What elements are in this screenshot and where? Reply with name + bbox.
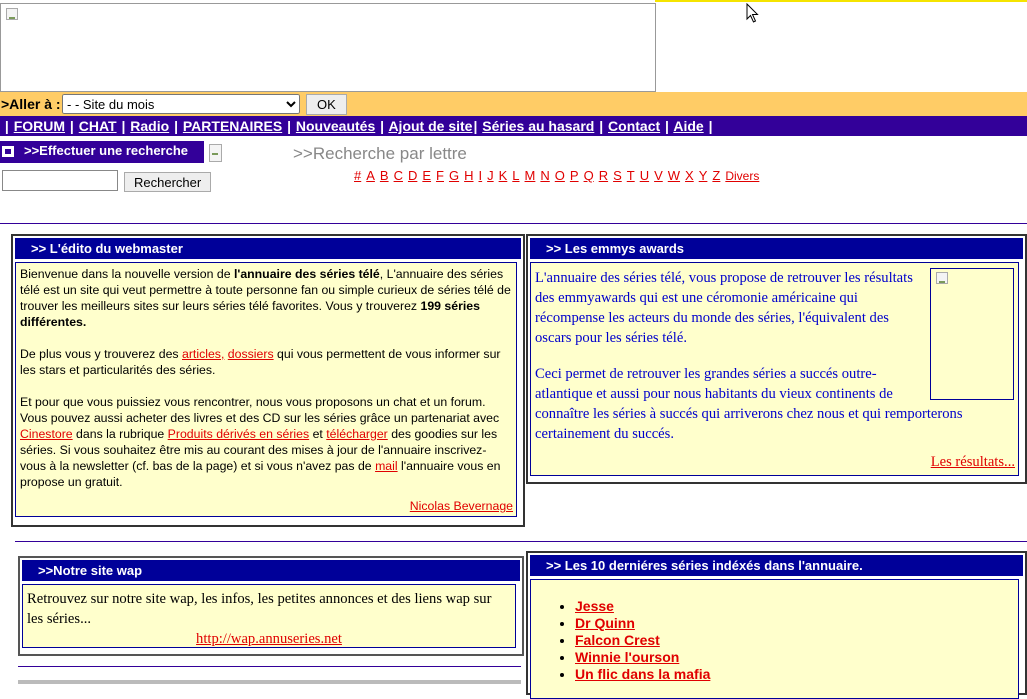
edito-paragraph: Et pour que vous puissiez vous rencontrer, nous vous proposons un chat et un forum. Vous pouvez aussi acheter des livres et des CD sur les séries grâce un partenariat avec Cinestore dans la rubrique Produits dérivés en séries et télécharger des goodies sur les séries. Si vous souhaitez être mis au courant des mises à jour de l'annuaire inscrivez-vous à la newsletter (cf. bas de la page) et si vous n'avez pas de mail l'annuaire vous en propose un gratuit. [20,395,501,489]
series-link[interactable]: Un flic dans la mafia [575,666,711,682]
letter-link[interactable]: L [512,168,520,183]
latest-series-list [531,598,1018,683]
list-item [575,632,1018,649]
emmys-paragraph: Ceci permet de retrouver les grandes séries a succés outre-atlantique et aussi pour nous habitants du vieux continents de connaître les séries à succés qui arriverons chez nous et qui remporterons certainement du succés. [535,366,963,442]
series-link[interactable]: Falcon Crest [575,632,660,648]
edito-body [15,262,517,517]
produits-derives-link[interactable]: Produits dérivés en séries [167,427,310,441]
edito-paragraph: Bienvenue dans la nouvelle version de l'annuaire des séries télé, L'annuaire des séries télé est un site qui veut permettre à toute personne fan ou simple curieux de séries télé de trouver les meilleurs sites sur leurs séries télé favorites. Vous y trouverez 199 séries différentes. [20,267,511,329]
goto-label: >Aller à : [1,96,61,112]
list-item [575,615,1018,632]
nav-chat[interactable]: CHAT [78,118,117,134]
search-header-label: >>Effectuer une recherche [24,143,189,158]
wap-body [22,584,516,648]
nav-nouveautes[interactable]: Nouveautés [295,118,376,134]
letter-link[interactable]: O [554,168,565,183]
top-accent-line [655,0,1027,2]
letter-link[interactable]: E [422,168,432,183]
emmys-results-link[interactable]: Les résultats... [930,454,1015,470]
wap-panel [18,556,524,656]
emmys-panel [526,234,1027,484]
articles-link[interactable]: articles, [182,347,225,361]
signature-link[interactable]: Nicolas Bevernage [409,499,513,513]
wap-text: Retrouvez sur notre site wap, les infos, les petites annonces et des liens wap sur les séries... [27,591,492,627]
list-item [575,649,1018,666]
letter-link[interactable]: D [407,168,418,183]
square-bullet-icon [2,146,14,157]
nav-forum[interactable]: FORUM [13,118,66,134]
ok-button[interactable]: OK [306,94,347,115]
divider [15,541,1027,542]
goto-bar [0,92,1027,116]
emmys-paragraph: L'annuaire des séries télé, vous propose de retrouver les résultats des emmyawards qui est une céromonie américaine qui récompense les acteurs du monde des séries, l'équivalent des oscars pour les séries télé. [535,270,913,346]
letter-link[interactable]: Y [698,168,708,183]
letter-link[interactable]: # [354,168,362,183]
letter-link[interactable]: P [569,168,579,183]
nav-partenaires[interactable]: PARTENAIRES [182,118,283,134]
letter-link[interactable]: X [685,168,694,183]
dossiers-link[interactable]: dossiers [227,347,274,361]
next-panel-edge [18,680,521,684]
emmys-image [930,268,1014,400]
letter-link[interactable]: K [498,168,508,183]
letter-link[interactable]: A [366,168,375,183]
latest-series-title: >> Les 10 derniéres séries indéxés dans l'annuaire. [530,555,1023,576]
letter-link[interactable]: U [639,168,650,183]
search-button[interactable]: Rechercher [124,172,211,192]
letter-link[interactable]: Q [583,168,594,183]
broken-image-icon [6,8,18,20]
wap-title: >>Notre site wap [22,560,520,581]
list-item [575,598,1018,615]
telecharger-link[interactable]: télécharger [326,427,388,441]
series-link[interactable]: Winnie l'ourson [575,649,680,665]
emmys-body [530,262,1019,476]
nav-series-hasard[interactable]: Séries au hasard [482,118,595,134]
letter-link[interactable]: S [613,168,622,183]
letter-link[interactable]: B [379,168,389,183]
main-nav: | FORUM | CHAT | Radio | PARTENAIRES | Nouveautés | Ajout de site| Séries au hasard | Contact | Aide | [0,116,1027,136]
letter-link[interactable]: R [598,168,609,183]
broken-image-icon [209,144,222,162]
search-header [0,141,204,163]
cinestore-link[interactable]: Cinestore [20,427,73,441]
letter-link-divers[interactable]: Divers [725,169,760,183]
nav-aide[interactable]: Aide [673,118,704,134]
banner-image [0,3,656,92]
edito-title: >> L'édito du webmaster [15,238,521,259]
letter-link[interactable]: F [436,168,444,183]
letter-link[interactable]: J [487,168,494,183]
latest-series-panel [526,551,1027,695]
series-link[interactable]: Jesse [575,598,614,614]
divider [18,666,521,667]
mouse-cursor-icon [746,3,760,24]
letter-links [354,168,764,183]
series-link[interactable]: Dr Quinn [575,615,635,631]
nav-contact[interactable]: Contact [608,118,661,134]
letter-link[interactable]: G [448,168,460,183]
latest-series-body [530,579,1019,699]
letter-link[interactable]: M [524,168,536,183]
letter-link[interactable]: H [464,168,474,183]
mail-link[interactable]: mail [375,459,398,473]
letter-link[interactable]: Z [712,168,721,183]
list-item [575,666,1018,683]
letter-link[interactable]: I [478,168,483,183]
letter-search-title: >>Recherche par lettre [293,144,467,163]
letter-link[interactable]: W [667,168,681,183]
letter-link[interactable]: C [393,168,403,183]
emmys-title: >> Les emmys awards [530,238,1023,259]
wap-link[interactable]: http://wap.annuseries.net [196,631,342,647]
search-input[interactable] [2,170,118,191]
divider [0,223,1027,224]
letter-link[interactable]: T [626,168,635,183]
goto-select[interactable] [62,94,300,114]
nav-ajout-site[interactable]: Ajout de site [388,118,473,134]
edito-paragraph: De plus vous y trouverez des articles, dossiers qui vous permettent de vous informer sur les stars et particularités des séries. [20,347,501,377]
broken-image-icon [936,272,948,284]
edito-panel [11,234,525,527]
nav-radio[interactable]: Radio [130,118,170,134]
letter-link[interactable]: N [540,168,550,183]
letter-link[interactable]: V [654,168,663,183]
